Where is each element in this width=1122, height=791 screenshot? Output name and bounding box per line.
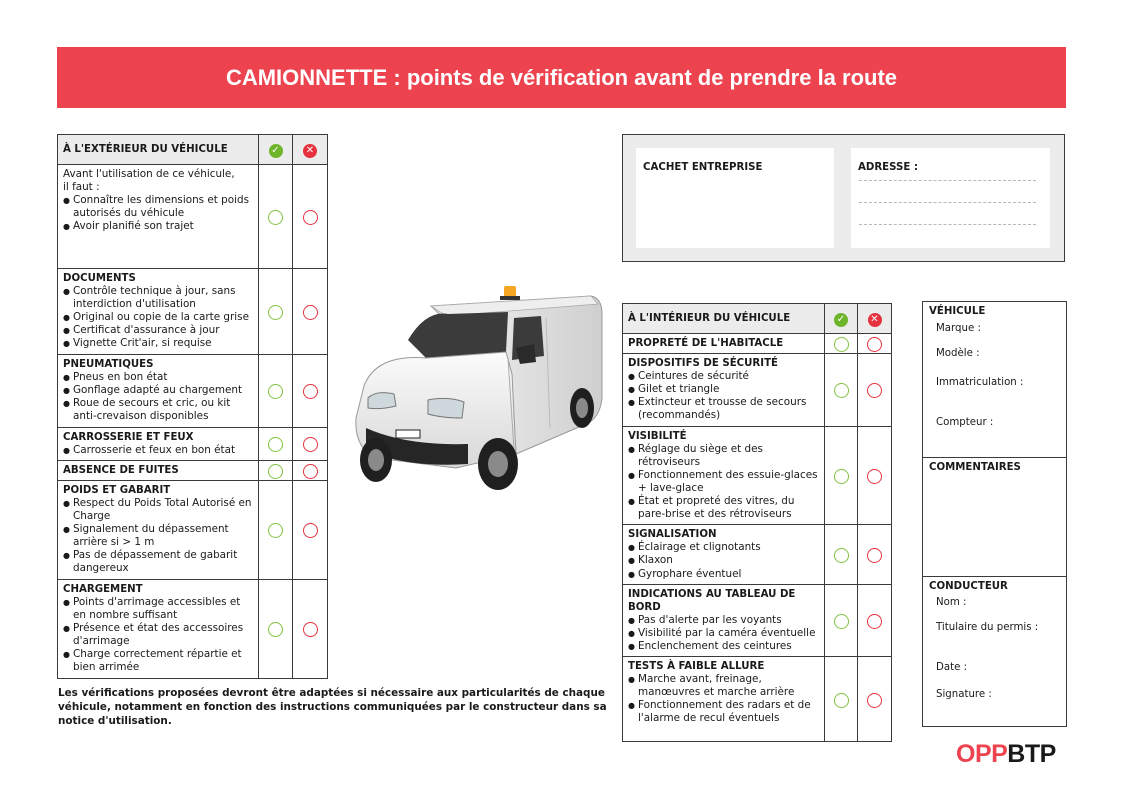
bullet-item: ● Carrosserie et feux en bon état	[63, 444, 253, 457]
ok-checkbox[interactable]	[268, 210, 283, 225]
bullet-item: ● Gyrophare éventuel	[628, 568, 819, 581]
bullet-item: ● Signalement du dépassement arrière si > 1 m	[63, 523, 253, 549]
ok-checkbox[interactable]	[834, 693, 849, 708]
bullet-item: ● Respect du Poids Total Autorisé en Charge	[63, 497, 253, 523]
checklist-item	[623, 354, 825, 426]
checklist-row	[58, 354, 328, 427]
section-title: CARROSSERIE ET FEUX	[63, 431, 194, 443]
ko-cell	[293, 480, 328, 579]
bullet-list	[628, 541, 819, 580]
ok-checkbox[interactable]	[834, 469, 849, 484]
checklist-row	[623, 426, 892, 525]
address-label: ADRESSE :	[858, 162, 918, 173]
ko-cell	[858, 584, 892, 656]
ko-checkbox[interactable]	[867, 469, 882, 484]
bullet-item: ● Roue de secours et cric, ou kit anti-crevaison disponibles	[63, 397, 253, 423]
bullet-item: ● Visibilité par la caméra éventuelle	[628, 627, 819, 640]
ok-cell	[259, 269, 293, 355]
ko-cell	[293, 354, 328, 427]
bullet-list	[63, 596, 253, 675]
checklist-header	[58, 135, 259, 165]
checklist-item	[58, 460, 259, 480]
ok-checkbox[interactable]	[834, 548, 849, 563]
ok-checkbox[interactable]	[268, 384, 283, 399]
section-title: DISPOSITIFS DE SÉCURITÉ	[628, 358, 778, 370]
bullet-item: ● Extincteur et trousse de secours (recommandés)	[628, 396, 819, 422]
date-field[interactable]: Date :	[936, 662, 968, 673]
ok-cell	[259, 427, 293, 460]
oppbtp-logo	[956, 740, 1056, 769]
ko-cell	[293, 460, 328, 480]
checklist-item	[58, 480, 259, 579]
ko-cell	[293, 427, 328, 460]
ok-checkbox[interactable]	[268, 523, 283, 538]
bullet-list	[63, 497, 253, 576]
bullet-item: ● Pneus en bon état	[63, 371, 253, 384]
ko-cell	[858, 426, 892, 525]
ok-cell	[259, 354, 293, 427]
bullet-item: ● Klaxon	[628, 554, 819, 567]
vehicle-title: VÉHICULE	[929, 306, 986, 317]
signature-field[interactable]: Signature :	[936, 689, 992, 700]
section-title: VISIBILITÉ	[628, 430, 687, 442]
checklist-header	[623, 304, 825, 334]
ok-cell	[825, 584, 858, 656]
section-intro: il faut :	[63, 181, 100, 194]
checklist-item	[58, 579, 259, 678]
ok-checkbox[interactable]	[834, 337, 849, 352]
comments-section[interactable]	[923, 457, 1066, 577]
ok-checkbox[interactable]	[268, 464, 283, 479]
checklist-row	[58, 579, 328, 678]
checklist-row	[58, 460, 328, 480]
model-field[interactable]: Modèle :	[936, 348, 980, 359]
ok-cell	[259, 460, 293, 480]
bullet-item: ● Points d'arrimage accessibles et en nombre suffisant	[63, 596, 253, 622]
section-title: DOCUMENTS	[63, 273, 136, 284]
section-title: SIGNALISATION	[628, 529, 717, 541]
ko-checkbox[interactable]	[867, 548, 882, 563]
bullet-item: ● Pas de dépassement de gabarit dangereux	[63, 549, 253, 575]
bullet-list	[63, 285, 253, 350]
checklist-row	[623, 525, 892, 584]
checklist-item	[623, 426, 825, 525]
checklist-item	[623, 525, 825, 584]
checklist-item	[623, 657, 825, 742]
address-line-3	[859, 224, 1036, 225]
checklist-item	[58, 269, 259, 355]
check-circle-icon: ✓	[269, 144, 283, 158]
ko-cell	[293, 579, 328, 678]
logo-part-1: OPP	[956, 740, 1008, 768]
company-stamp-label: CACHET ENTREPRISE	[643, 162, 763, 173]
bullet-item: ● Ceintures de sécurité	[628, 370, 819, 383]
bullet-item: ● État et propreté des vitres, du pare-brise et des rétroviseurs	[628, 495, 819, 521]
bullet-item: ● Original ou copie de la carte grise	[63, 311, 253, 324]
ko-checkbox[interactable]	[303, 464, 318, 479]
ko-checkbox[interactable]	[867, 337, 882, 352]
bullet-list	[628, 443, 819, 522]
bullet-item: ● Présence et état des accessoires d'arrimage	[63, 622, 253, 648]
ko-cell	[858, 525, 892, 584]
bullet-item: ● Marche avant, freinage, manœuvres et marche arrière	[628, 673, 819, 699]
ko-column-header	[293, 135, 328, 165]
bullet-item: ● Enclenchement des ceintures	[628, 640, 819, 653]
bullet-list	[628, 370, 819, 422]
section-title: PROPRETÉ DE L'HABITACLE	[628, 338, 784, 349]
ko-checkbox[interactable]	[303, 210, 318, 225]
comments-title: COMMENTAIRES	[929, 462, 1021, 473]
exterior-checklist	[57, 134, 328, 679]
odometer-field[interactable]: Compteur :	[936, 417, 994, 428]
interior-checklist	[622, 303, 892, 742]
section-intro: Avant l'utilisation de ce véhicule,	[63, 168, 235, 180]
ko-cell	[293, 165, 328, 269]
company-stamp-box	[622, 134, 1065, 262]
section-title: CHARGEMENT	[63, 583, 143, 595]
bullet-list	[63, 194, 253, 233]
van-illustration	[336, 278, 612, 494]
bullet-item: ● Pas d'alerte par les voyants	[628, 614, 819, 627]
checklist-item	[58, 354, 259, 427]
ok-checkbox[interactable]	[834, 383, 849, 398]
checklist-item	[58, 427, 259, 460]
driver-section	[923, 576, 1066, 727]
section-title: PNEUMATIQUES	[63, 358, 154, 370]
ok-checkbox[interactable]	[268, 305, 283, 320]
name-field[interactable]: Nom :	[936, 597, 967, 608]
bullet-list	[63, 444, 253, 457]
section-title: INDICATIONS AU TABLEAU DE BORD	[628, 588, 796, 613]
ko-checkbox[interactable]	[303, 437, 318, 452]
ok-checkbox[interactable]	[834, 614, 849, 629]
ok-checkbox[interactable]	[268, 437, 283, 452]
bullet-item: ● Vignette Crit'air, si requise	[63, 337, 253, 350]
bullet-item: ● Contrôle technique à jour, sans interdiction d'utilisation	[63, 285, 253, 311]
checklist-header-label: À L'EXTÉRIEUR DU VÉHICULE	[63, 143, 228, 155]
license-field[interactable]: Titulaire du permis :	[936, 622, 1039, 633]
checklist-row	[58, 269, 328, 355]
ok-cell	[825, 426, 858, 525]
company-stamp-area[interactable]	[636, 148, 834, 248]
vehicle-section	[923, 302, 1066, 457]
ko-checkbox[interactable]	[303, 523, 318, 538]
checklist-row	[623, 334, 892, 354]
checklist-row	[623, 657, 892, 742]
checklist-row	[623, 354, 892, 426]
ok-cell	[825, 525, 858, 584]
ko-checkbox[interactable]	[303, 622, 318, 637]
checklist-item	[623, 584, 825, 656]
ok-checkbox[interactable]	[268, 622, 283, 637]
ko-cell	[858, 354, 892, 426]
section-title: POIDS ET GABARIT	[63, 484, 171, 496]
ok-cell	[259, 480, 293, 579]
checklist-item	[58, 165, 259, 269]
bullet-list	[63, 371, 253, 423]
bullet-item: ● Charge correctement répartie et bien arrimée	[63, 648, 253, 674]
checklist-row	[58, 165, 328, 269]
ok-cell	[825, 354, 858, 426]
address-line-1	[859, 180, 1036, 181]
bullet-list	[628, 614, 819, 653]
ko-checkbox[interactable]	[303, 384, 318, 399]
footnote: Les vérifications proposées devront être adaptées si nécessaire aux particularités de chaque véhicule, notamment en fonction des instructions communiquées par le constructeur dans sa notice d'utilisation.	[58, 687, 607, 727]
section-title: ABSENCE DE FUITES	[63, 464, 179, 476]
ko-checkbox[interactable]	[867, 614, 882, 629]
ko-cell	[858, 334, 892, 354]
logo-part-2: BTP	[1007, 740, 1056, 768]
bullet-item: ● Réglage du siège et des rétroviseurs	[628, 443, 819, 469]
bullet-item: ● Gilet et triangle	[628, 383, 819, 396]
address-area[interactable]	[851, 148, 1050, 248]
bullet-item: ● Gonflage adapté au chargement	[63, 384, 253, 397]
section-title: TESTS À FAIBLE ALLURE	[628, 661, 765, 673]
ok-cell	[259, 579, 293, 678]
bullet-item: ● Fonctionnement des essuie-glaces + lave-glace	[628, 469, 819, 495]
checklist-row	[623, 584, 892, 656]
bullet-item: ● Certificat d'assurance à jour	[63, 324, 253, 337]
brand-field[interactable]: Marque :	[936, 323, 981, 334]
vehicle-driver-panel	[922, 301, 1067, 727]
bullet-item: ● Éclairage et clignotants	[628, 541, 819, 554]
ko-cell	[858, 657, 892, 742]
ok-cell	[825, 657, 858, 742]
check-circle-icon: ✓	[834, 313, 848, 327]
cross-circle-icon: ✕	[868, 313, 882, 327]
ko-checkbox[interactable]	[867, 693, 882, 708]
ok-column-header	[259, 135, 293, 165]
page-title: CAMIONNETTE : points de vérification avant de prendre la route	[57, 47, 1066, 108]
checklist-header-label: À L'INTÉRIEUR DU VÉHICULE	[628, 312, 791, 324]
driver-title: CONDUCTEUR	[929, 581, 1008, 592]
ko-checkbox[interactable]	[303, 305, 318, 320]
ok-cell	[259, 165, 293, 269]
bullet-item: ● Avoir planifié son trajet	[63, 220, 253, 233]
address-line-2	[859, 202, 1036, 203]
ko-checkbox[interactable]	[867, 383, 882, 398]
ok-column-header	[825, 304, 858, 334]
registration-field[interactable]: Immatriculation :	[936, 377, 1024, 388]
bullet-item: ● Fonctionnement des radars et de l'alarme de recul éventuels	[628, 699, 819, 725]
van-icon	[336, 278, 612, 494]
bullet-list	[628, 673, 819, 725]
cross-circle-icon: ✕	[303, 144, 317, 158]
bullet-item: ● Connaître les dimensions et poids autorisés du véhicule	[63, 194, 253, 220]
checklist-row	[58, 480, 328, 579]
ko-column-header	[858, 304, 892, 334]
ok-cell	[825, 334, 858, 354]
checklist-row	[58, 427, 328, 460]
ko-cell	[293, 269, 328, 355]
checklist-item	[623, 334, 825, 354]
